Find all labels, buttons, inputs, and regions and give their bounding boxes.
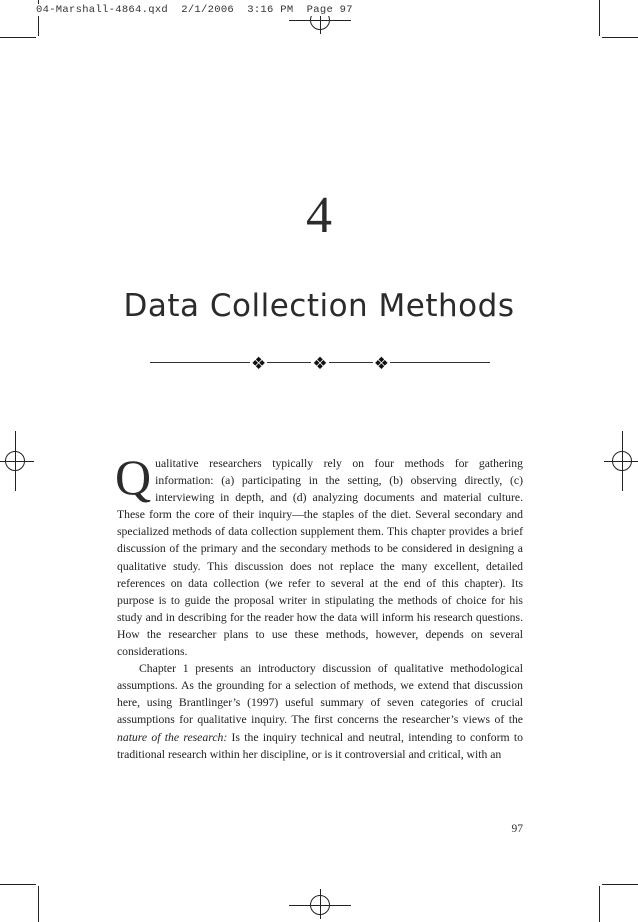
ornament-icon: ❖: [312, 354, 328, 374]
paragraph: [115, 449, 523, 660]
crop-mark: [602, 884, 638, 885]
crop-mark: [38, 886, 39, 922]
paragraph-text: Chapter 1 presents an introductory discussion of qualitative methodological assumptions. As the grounding for a selection of methods, we extend that discussion here, using Brantlinger’s (1997) useful summary of seven categories of crucial assumptions for qualitative inquiry. The first concerns the researcher’s views of the: [117, 662, 523, 727]
crop-mark: [599, 886, 600, 922]
crop-mark: [0, 37, 36, 38]
ornament-icon: ❖: [373, 354, 389, 374]
crop-mark: [599, 0, 600, 36]
crop-mark: [602, 37, 638, 38]
paragraph-text: ualitative researchers typically rely on four methods for gathering information: (a) participating in the setting, (b) observing directly, (c) interviewing in depth, and (d) analyzing documents and material culture. These form the core of their inquiry—the staples of the diet. Several secondary and specialized methods of data collection supplement them. This chapter provides a brief discussion of the primary and the secondary methods to be considered in designing a qualitative study. This discussion does not replace the many excellent, detailed references on data collection (we refer to several at the end of this chapter). Its purpose is to guide the proposal writer in stipulating the methods of choice for his study and in describing for the reader how the data will inform his research questions. How the researcher plans to use these methods, however, depends on several considerations.: [117, 457, 523, 659]
page-number: 97: [511, 823, 523, 835]
chapter-title: Data Collection Methods: [123, 288, 515, 324]
crop-mark: [0, 884, 36, 885]
body-text: [115, 449, 523, 763]
paragraph-text: Is the inquiry technical and neutral, intending to conform to traditional research within her discipline, or is it controversial and critical, with an: [117, 730, 523, 761]
ornament-icon: ❖: [251, 354, 267, 374]
printer-slug: 04-Marshall-4864.qxd 2/1/2006 3:16 PM Page 97: [36, 4, 353, 16]
drop-cap: Q: [115, 449, 152, 505]
italic-phrase: nature of the research:: [117, 730, 228, 744]
paragraph: [117, 660, 523, 763]
ornament-divider: [250, 352, 390, 376]
chapter-number: 4: [306, 187, 332, 244]
